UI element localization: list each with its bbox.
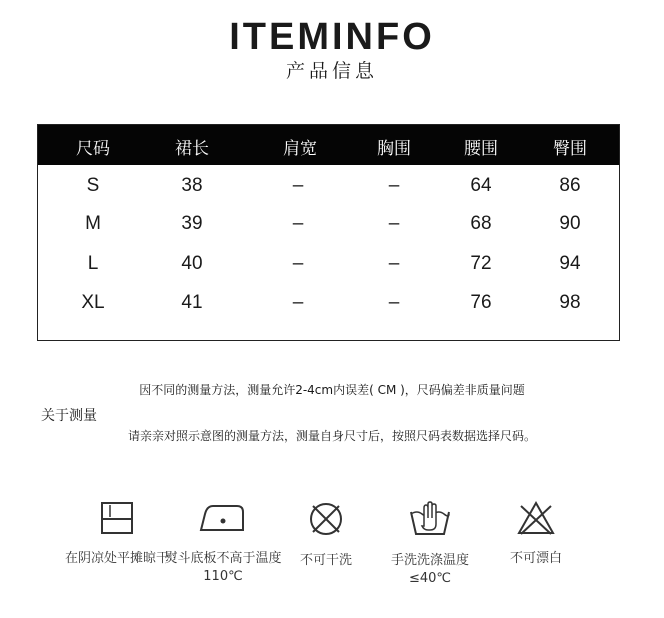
care-item-iron	[164, 500, 282, 586]
cell-shoulder: –	[292, 213, 304, 234]
care-label: 不可干洗	[299, 553, 352, 568]
hand-wash-icon	[408, 500, 452, 538]
care-label: 熨斗底板不高于温度110℃	[164, 551, 282, 584]
header-size: 尺码	[76, 139, 110, 159]
table-row	[38, 213, 619, 253]
about-measurement-label: 关于测量	[41, 408, 97, 424]
cell-skirt-length: 38	[181, 175, 203, 196]
cell-shoulder: –	[292, 292, 304, 313]
cell-skirt-length: 39	[181, 213, 203, 234]
care-item-no-bleach	[477, 500, 595, 568]
care-item-hand-wash	[371, 500, 489, 588]
cell-shoulder: –	[292, 253, 304, 274]
header-waist: 腰围	[464, 139, 498, 159]
cell-waist: 68	[470, 213, 492, 234]
size-table	[37, 124, 620, 341]
header-hip: 臀围	[553, 139, 587, 159]
dry-flat-shade-icon	[99, 500, 135, 536]
cell-size: XL	[81, 292, 105, 313]
care-label: 手洗洗涤温度≤40℃	[390, 553, 469, 586]
measurement-instruction: 请亲亲对照示意图的测量方法，测量自身尺寸后，按照尺码表数据选择尺码。	[127, 429, 536, 443]
cell-skirt-length: 41	[181, 292, 203, 313]
no-dry-clean-icon	[307, 500, 345, 538]
cell-bust: –	[388, 292, 400, 313]
care-item-no-dry-clean	[267, 500, 385, 570]
header-skirt-length: 裙长	[175, 139, 209, 159]
table-row	[38, 175, 619, 215]
no-bleach-icon	[516, 500, 556, 536]
care-item-dry-flat	[58, 500, 176, 568]
table-row	[38, 292, 619, 332]
cell-skirt-length: 40	[181, 253, 203, 274]
header-bust: 胸围	[377, 139, 411, 159]
cell-hip: 90	[559, 213, 581, 234]
cell-shoulder: –	[292, 175, 304, 196]
iron-low-icon	[197, 500, 249, 536]
cell-size: S	[86, 175, 100, 196]
tolerance-note: 因不同的测量方法，测量允许2-4cm内误差( CM )，尺码偏差非质量问题	[139, 383, 525, 397]
table-row	[38, 253, 619, 293]
cell-hip: 86	[559, 175, 581, 196]
care-label: 在阴凉处平摊晾干	[64, 551, 169, 566]
cell-waist: 72	[470, 253, 492, 274]
header-shoulder: 肩宽	[283, 139, 317, 159]
cell-waist: 64	[470, 175, 492, 196]
care-label: 不可漂白	[509, 551, 562, 566]
cell-hip: 94	[559, 253, 581, 274]
cell-bust: –	[388, 175, 400, 196]
cell-bust: –	[388, 253, 400, 274]
cell-bust: –	[388, 213, 400, 234]
cell-waist: 76	[470, 292, 492, 313]
size-table-header	[38, 125, 619, 165]
cell-size: L	[87, 253, 99, 274]
cell-hip: 98	[559, 292, 581, 313]
page-title: ITEMINFO	[229, 16, 435, 58]
page-subtitle: 产品信息	[285, 60, 378, 82]
cell-size: M	[85, 213, 101, 234]
